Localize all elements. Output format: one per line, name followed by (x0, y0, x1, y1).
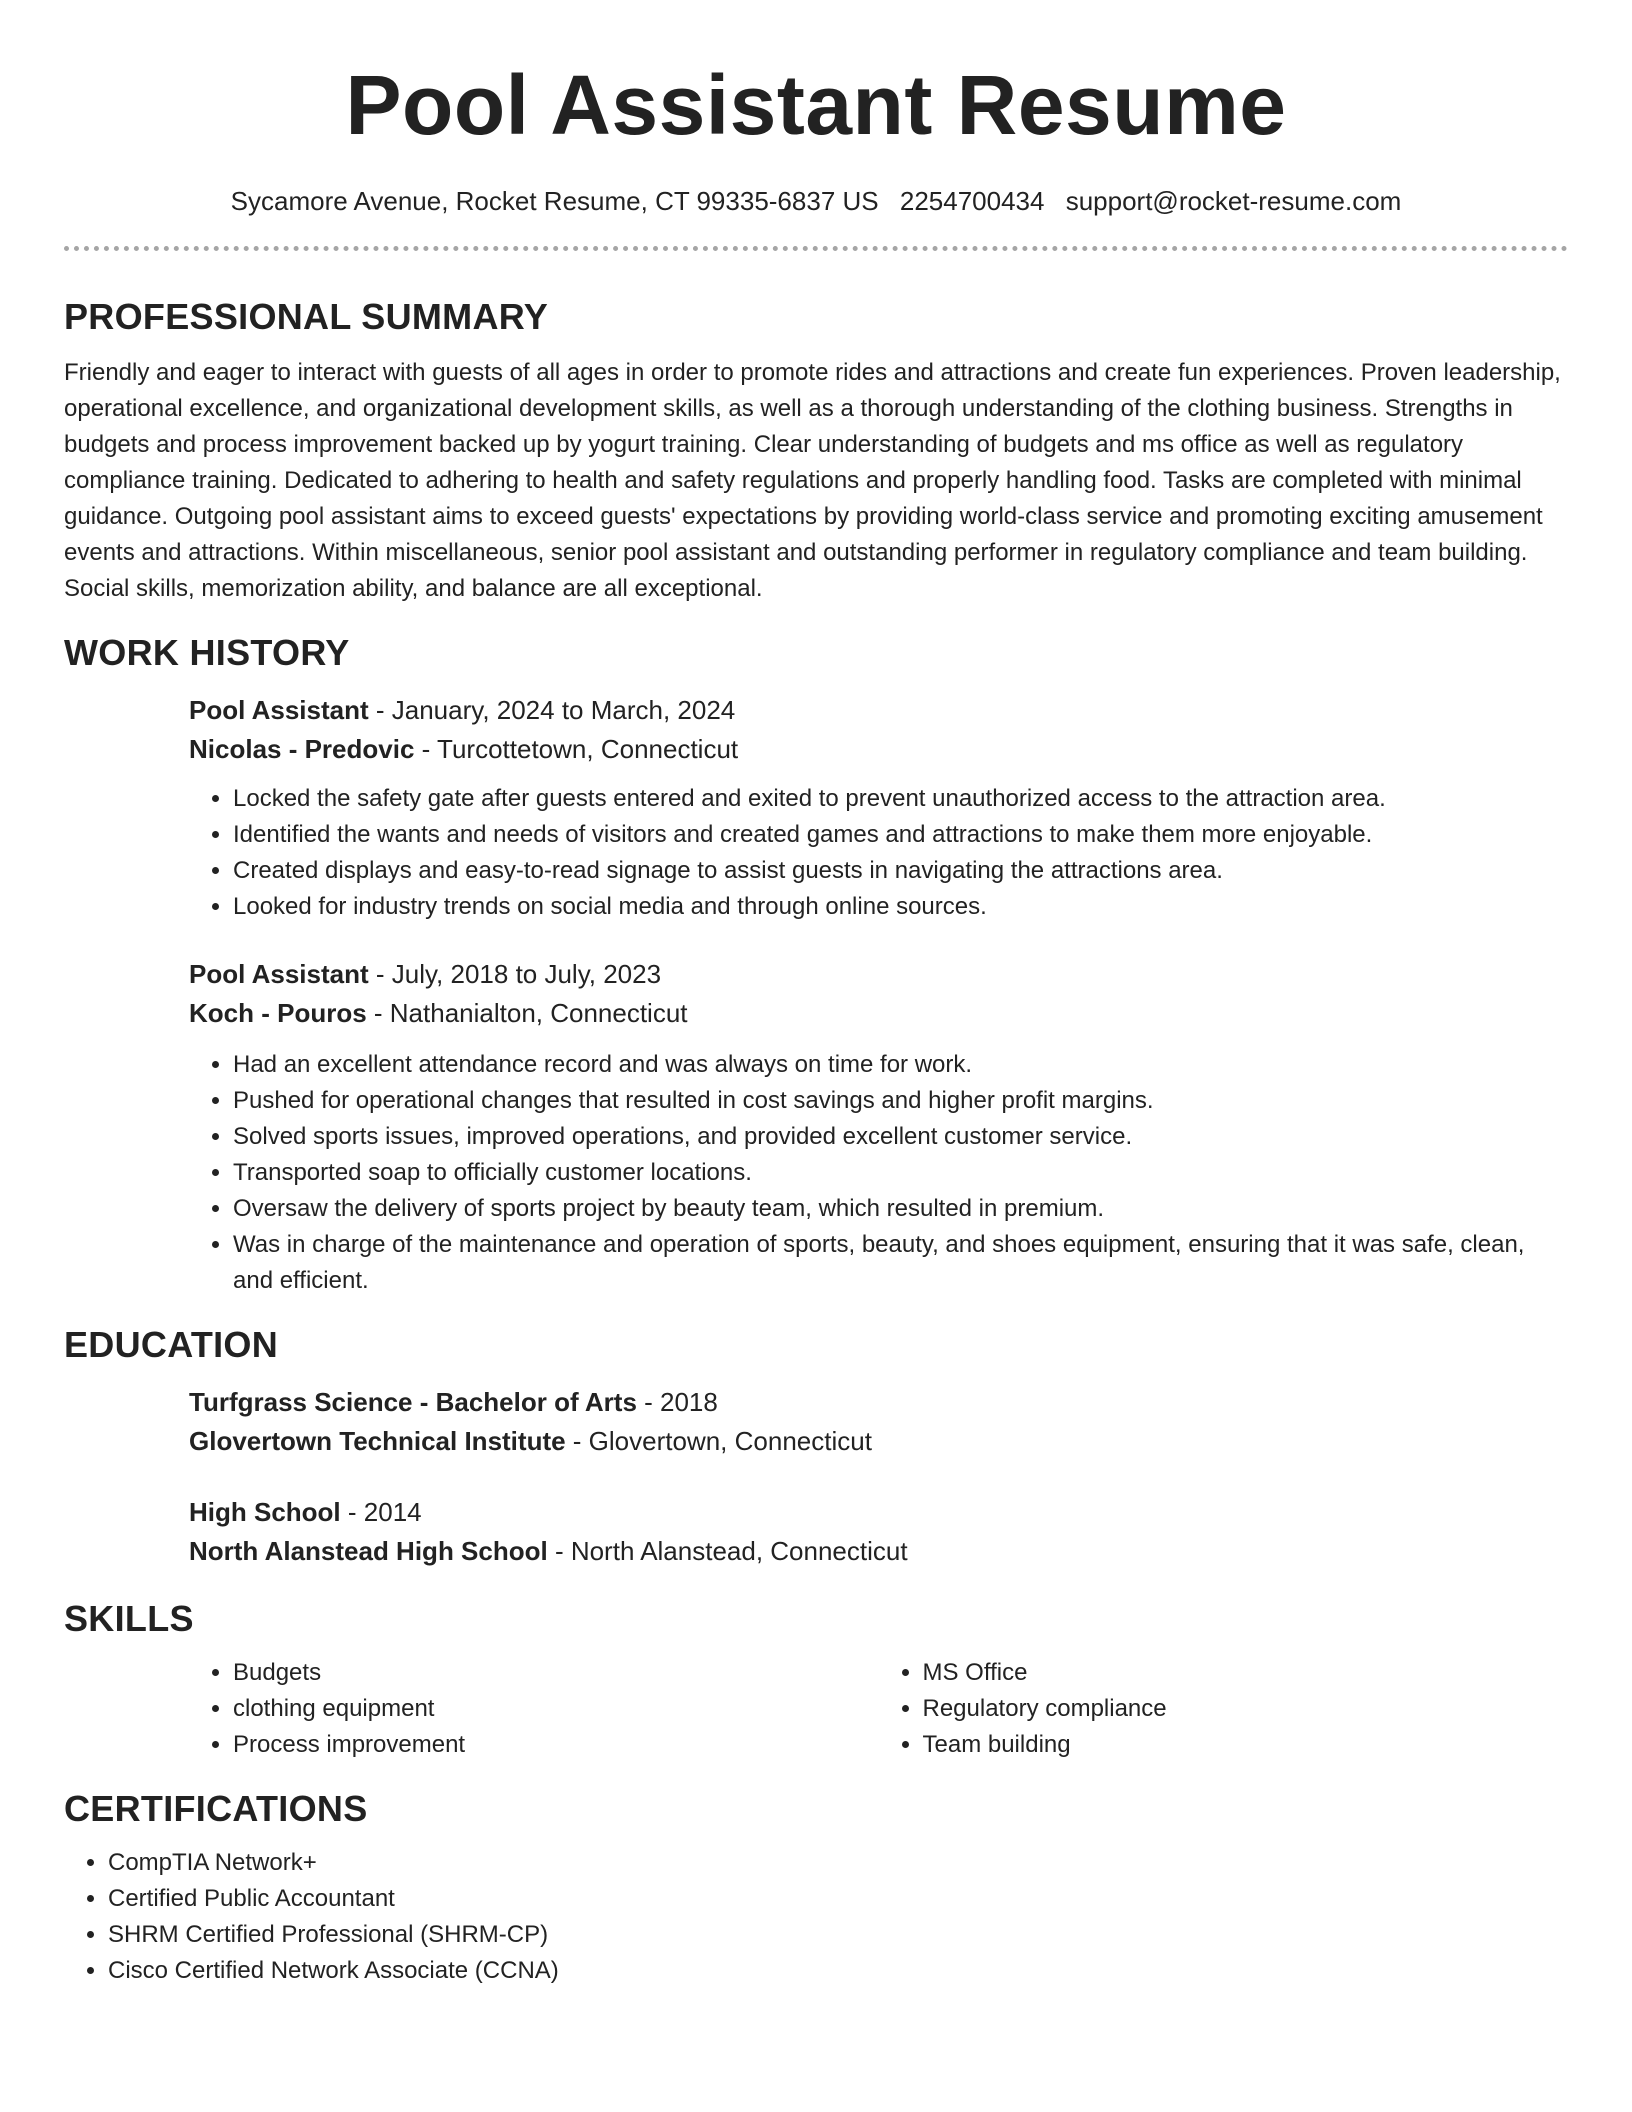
job-company-line (189, 730, 1568, 769)
skills-heading: SKILLS (64, 1598, 194, 1639)
list-item: • CompTIA Network+ (108, 1845, 1568, 1881)
work-history-heading: WORK HISTORY (64, 632, 350, 673)
job-title-line (189, 955, 1568, 994)
degree-line (189, 1383, 1568, 1422)
job-title: Pool Assistant (189, 959, 369, 989)
job-company-line (189, 994, 1568, 1033)
skills-list-right (879, 1655, 1569, 1763)
list-item: • clothing equipment (233, 1691, 879, 1727)
degree-year: - 2018 (636, 1387, 718, 1417)
list-item: • Cisco Certified Network Associate (CCNA) (108, 1953, 1568, 1989)
skills-grid (189, 1655, 1568, 1763)
list-item: • Transported soap to officially customer locations. (233, 1155, 1568, 1191)
list-item: • Locked the safety gate after guests entered and exited to prevent unauthorized access to the attraction area. (233, 781, 1568, 817)
list-item: • Oversaw the delivery of sports project by beauty team, which resulted in premium. (233, 1191, 1568, 1227)
list-item: • Was in charge of the maintenance and operation of sports, beauty, and shoes equipment, ensuring that it was safe, clean, and efficient. (233, 1227, 1568, 1299)
summary-heading: PROFESSIONAL SUMMARY (64, 296, 549, 337)
certifications-section (64, 1787, 1568, 1989)
school-location: - Glovertown, Connecticut (565, 1426, 872, 1456)
degree-year: - 2014 (340, 1497, 422, 1527)
skills-list-left (189, 1655, 879, 1763)
job-title: Pool Assistant (189, 695, 369, 725)
contact-line (64, 184, 1568, 218)
list-item: • Certified Public Accountant (108, 1881, 1568, 1917)
list-item: • Team building (923, 1727, 1569, 1763)
list-item: • SHRM Certified Professional (SHRM-CP) (108, 1917, 1568, 1953)
school-name: North Alanstead High School (189, 1536, 548, 1566)
contact-phone: 2254700434 (899, 186, 1045, 216)
education-entry (189, 1383, 1568, 1461)
list-item: • Solved sports issues, improved operations, and provided excellent customer service. (233, 1119, 1568, 1155)
school-line (189, 1532, 1568, 1571)
school-name: Glovertown Technical Institute (189, 1426, 566, 1456)
education-entry (189, 1493, 1568, 1571)
certifications-list (64, 1845, 1568, 1989)
education-heading: EDUCATION (64, 1324, 279, 1365)
contact-email: support@rocket-resume.com (1065, 186, 1402, 216)
job-duties-list (189, 1047, 1568, 1299)
job-title-line (189, 691, 1568, 730)
job-entry (189, 691, 1568, 925)
degree-line (189, 1493, 1568, 1532)
job-location: - Nathanialton, Connecticut (366, 998, 688, 1028)
job-location: - Turcottetown, Connecticut (414, 734, 739, 764)
school-location: - North Alanstead, Connecticut (547, 1536, 908, 1566)
list-item: • Created displays and easy-to-read signage to assist guests in navigating the attractions area. (233, 853, 1568, 889)
list-item: • Had an excellent attendance record and was always on time for work. (233, 1047, 1568, 1083)
education-section (64, 1323, 1568, 1571)
page-title: Pool Assistant Resume (345, 58, 1287, 152)
resume-page (64, 0, 1568, 1989)
list-item: • Budgets (233, 1655, 879, 1691)
list-item: • Process improvement (233, 1727, 879, 1763)
list-item: • MS Office (923, 1655, 1569, 1691)
degree: High School (189, 1497, 341, 1527)
job-company: Koch - Pouros (189, 998, 367, 1028)
summary-text: Friendly and eager to interact with guests of all ages in order to promote rides and attractions and create fun experiences. Proven leadership, operational excellence, and organizational development skills, as well as a thorough understanding of the clothing business. Strengths in budgets and process improvement backed up by yogurt training. Clear understanding of budgets and ms office as well as regulatory compliance training. Dedicated to adhering to health and safety regulations and properly handling food. Tasks are completed with minimal guidance. Outgoing pool assistant aims to exceed guests' expectations by providing world-class service and promoting exciting amusement events and attractions. Within miscellaneous, senior pool assistant and outstanding performer in regulatory compliance and team building. Social skills, memorization ability, and balance are all exceptional. (64, 359, 1561, 602)
list-item: • Regulatory compliance (923, 1691, 1569, 1727)
summary-section (64, 295, 1568, 607)
job-company: Nicolas - Predovic (189, 734, 415, 764)
list-item: • Looked for industry trends on social media and through online sources. (233, 889, 1568, 925)
job-entry (189, 955, 1568, 1299)
degree: Turfgrass Science - Bachelor of Arts (189, 1387, 637, 1417)
job-dates: - July, 2018 to July, 2023 (368, 959, 662, 989)
school-line (189, 1422, 1568, 1461)
work-history-section (64, 631, 1568, 1299)
job-dates: - January, 2024 to March, 2024 (368, 695, 736, 725)
skills-section (64, 1597, 1568, 1763)
certifications-heading: CERTIFICATIONS (64, 1788, 368, 1829)
contact-address: Sycamore Avenue, Rocket Resume, CT 99335-6837 US (230, 186, 879, 216)
list-item: • Pushed for operational changes that resulted in cost savings and higher profit margins. (233, 1083, 1568, 1119)
header-divider (64, 246, 1568, 251)
job-duties-list (189, 781, 1568, 925)
list-item: • Identified the wants and needs of visitors and created games and attractions to make them more enjoyable. (233, 817, 1568, 853)
